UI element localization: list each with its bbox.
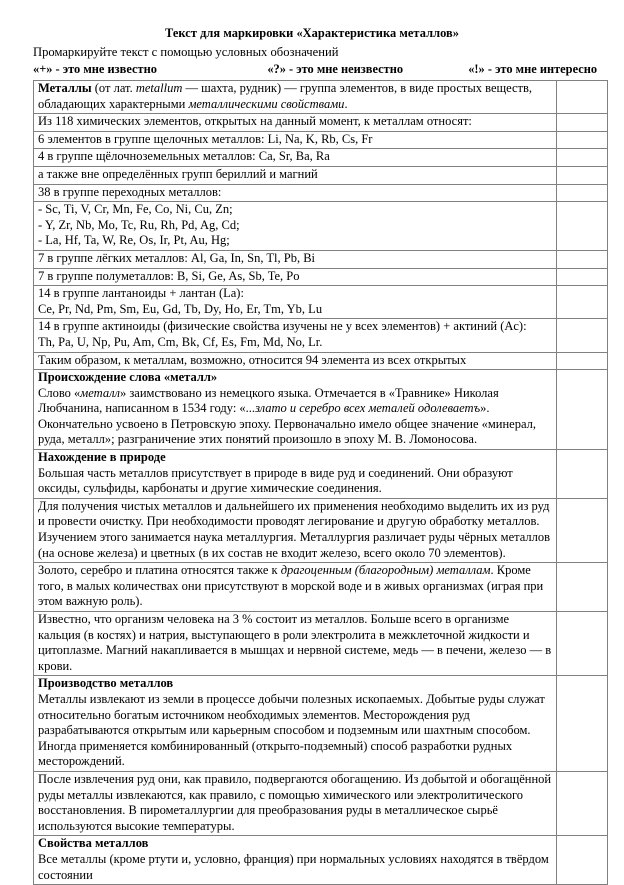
text-segment: металлическими свойствами [188, 96, 345, 111]
legend-item-interesting: «!» - это мне интересно [468, 62, 598, 76]
text-segment: 7 в группе лёгких металлов: Al, Ga, In, Sn, Tl, Pb, Bi [38, 250, 316, 265]
marking-cell[interactable] [557, 166, 608, 184]
marking-cell[interactable] [557, 319, 608, 352]
marking-table-body [34, 81, 608, 885]
text-segment: После извлечения руд они, как правило, подвергаются обогащению. Из добытой и обогащённой руды металлы извлекаются, как правило, с помощью химического или электролитического восстановления. В пирометаллургии для преобразования руды в металлическое сырьё используются высокие температуры. [38, 771, 552, 833]
text-segment: 14 в группе лантаноиды + лантан (La): [38, 286, 244, 301]
marking-cell[interactable] [557, 114, 608, 132]
text-segment: - Y, Zr, Nb, Mo, Tc, Ru, Rh, Pd, Ag, Cd; [38, 217, 240, 232]
text-segment: Золото, серебро и платина относятся также к [38, 563, 281, 578]
legend-item-known: «+» - это мне известно [33, 62, 157, 76]
cell-paragraph [38, 202, 553, 249]
row-semimetals [34, 268, 557, 286]
text-segment: Известно, что организм человека на 3 % состоит из металлов. Больше всего в организме кальция (в костях) и натрия, выступающего в роли электролита в межклеточной жидкости и цитоплазме. Магний накапливается в мышцах и нервной системе, медь — в печени, железо — в крови. [38, 612, 552, 673]
text-segment: Металлы извлекают из земли в процессе добычи полезных ископаемых. Добытые руды служат относительно богатым источником необходимых элементов. Месторождения руд разрабатываются открытым или карьерным способом и подземным или шахтным способом. Иногда применяется комбинированный (открыто-подземный) способ разработки рудных месторождений. [38, 691, 545, 769]
marking-cell[interactable] [557, 836, 608, 885]
table-row [34, 771, 608, 835]
table-row [34, 319, 608, 352]
cell-paragraph [38, 353, 553, 369]
cell-paragraph [38, 370, 553, 448]
marking-cell[interactable] [557, 149, 608, 167]
text-segment: . [344, 96, 348, 111]
text-segment: Большая часть металлов присутствует в природе в виде руд и соединений. Они образуют оксиды, сульфиды, карбонаты и другие химические соединения. [38, 465, 513, 496]
text-segment: » заимствовано из немецкого языка. Отмечается в «Травнике» Николая Любчанина, написанном в 1534 году: «... [38, 385, 499, 416]
marking-cell[interactable] [557, 202, 608, 251]
row-enrichment [34, 771, 557, 835]
legend-item-unknown: «?» - это мне неизвестно [267, 62, 404, 76]
cell-paragraph [38, 676, 553, 770]
page-title: Текст для маркировки «Характеристика металлов» [165, 26, 459, 40]
table-row [34, 612, 608, 676]
cell-paragraph [38, 286, 553, 317]
row-noble-metals [34, 563, 557, 612]
text-segment: — шахта, рудник) — группа элементов, в виде простых веществ, обладающих характерными [38, 81, 533, 111]
table-row [34, 268, 608, 286]
marking-cell[interactable] [557, 286, 608, 319]
cell-paragraph [38, 836, 553, 883]
row-conclusion-94 [34, 352, 557, 370]
table-row [34, 81, 608, 114]
row-word-origin [34, 370, 557, 450]
marking-cell[interactable] [557, 676, 608, 772]
cell-paragraph [38, 114, 553, 130]
marking-cell[interactable] [557, 184, 608, 202]
table-row [34, 352, 608, 370]
row-metallurgy [34, 498, 557, 562]
table-row [34, 114, 608, 132]
instruction-text: Промаркируйте текст с помощью условных обозначений [33, 45, 339, 59]
text-segment: Ce, Pr, Nd, Pm, Sm, Eu, Gd, Tb, Dy, Ho, Er, Tm, Yb, Lu [38, 301, 323, 316]
row-nature-occurrence [34, 450, 557, 499]
cell-paragraph [38, 132, 553, 148]
text-segment: 38 в группе переходных металлов: [38, 184, 222, 199]
marking-cell[interactable] [557, 563, 608, 612]
table-row [34, 184, 608, 202]
cell-paragraph [38, 269, 553, 285]
marking-cell[interactable] [557, 352, 608, 370]
text-segment: 7 в группе полуметаллов: B, Si, Ge, As, Sb, Te, Po [38, 268, 300, 283]
text-segment: Для получения чистых металлов и дальнейшего их применения необходимо выделить их из руд и провести очистку. При необходимости проводят легирование и другую обработку металлов. Изучением этого занимается наука металлургия. Металлургия различает руды чёрных металлов (на основе железа) и цветных (в их состав не входит железо, всего около 70 элементов). [38, 498, 551, 560]
marking-cell[interactable] [557, 131, 608, 149]
text-segment: 4 в группе щёлочноземельных металлов: Ca, Sr, Ba, Ra [38, 149, 330, 164]
text-segment: металл [80, 385, 120, 400]
section-heading: Производство металлов [38, 676, 174, 691]
row-lanthanides [34, 286, 557, 319]
section-heading: Свойства металлов [38, 836, 149, 851]
table-row [34, 676, 608, 772]
text-segment: Все металлы (кроме ртути и, условно, франция) при нормальных условиях находятся в твёрдом состоянии [38, 851, 549, 882]
marking-legend [33, 61, 598, 77]
table-row [34, 250, 608, 268]
section-heading: Нахождение в природе [38, 450, 166, 465]
cell-paragraph [38, 149, 553, 165]
section-heading: Происхождение слова «металл» [38, 370, 218, 385]
text-segment: 14 в группе актиноиды (физические свойства изучены не у всех элементов) + актиний (Ac): [38, 319, 527, 334]
row-production [34, 676, 557, 772]
cell-paragraph [38, 450, 553, 497]
table-row [34, 286, 608, 319]
cell-paragraph [38, 319, 553, 350]
table-row [34, 149, 608, 167]
table-row [34, 498, 608, 562]
text-segment: злато и серебро всех металей одолеваетъ [255, 401, 481, 416]
text-segment: - La, Hf, Ta, W, Re, Os, Ir, Pt, Au, Hg; [38, 233, 230, 248]
text-segment: 6 элементов в группе щелочных металлов: Li, Na, K, Rb, Cs, Fr [38, 131, 373, 146]
marking-cell[interactable] [557, 612, 608, 676]
table-row [34, 450, 608, 499]
marking-cell[interactable] [557, 268, 608, 286]
text-segment: Th, Pa, U, Np, Pu, Am, Cm, Bk, Cf, Es, Fm, Md, No, Lr. [38, 334, 323, 349]
text-segment: Металлы [38, 81, 92, 95]
text-segment: драгоценным (благородным) металлам [280, 563, 491, 578]
marking-cell[interactable] [557, 450, 608, 499]
table-row [34, 166, 608, 184]
row-beryllium-magnesium [34, 166, 557, 184]
cell-paragraph [38, 81, 553, 112]
cell-paragraph [38, 251, 553, 267]
text-segment: ». Окончательно усвоено в Петровскую эпоху. Первоначально имело общее значение «минерал, руда, металл»; разграничение этих понятий произошло в эпоху М. В. Ломоносова. [38, 401, 536, 447]
cell-paragraph [38, 772, 553, 834]
row-human-body [34, 612, 557, 676]
marking-cell[interactable] [557, 81, 608, 114]
marking-cell[interactable] [557, 771, 608, 835]
text-segment: а также вне определённых групп бериллий и магний [38, 166, 318, 181]
text-segment: - Sc, Ti, V, Cr, Mn, Fe, Co, Ni, Cu, Zn; [38, 202, 233, 217]
cell-paragraph [38, 563, 553, 610]
table-row [34, 370, 608, 450]
row-alkaline-earth [34, 149, 557, 167]
row-alkali [34, 131, 557, 149]
marking-table [33, 80, 608, 885]
table-row [34, 131, 608, 149]
row-transition-title [34, 184, 557, 202]
text-segment: (от лат. [91, 81, 136, 95]
text-segment: Таким образом, к металлам, возможно, относится 94 элемента из всех открытых [38, 352, 467, 367]
cell-paragraph [38, 499, 553, 561]
text-segment: metallum [135, 81, 183, 95]
marking-cell[interactable] [557, 498, 608, 562]
cell-paragraph [38, 167, 553, 183]
row-light-metals [34, 250, 557, 268]
row-transition-list [34, 202, 557, 251]
cell-paragraph [38, 185, 553, 201]
table-row [34, 202, 608, 251]
text-segment: . Кроме того, в малых количествах они присутствуют в морской воде и в живых организмах (играя при этом важную роль). [38, 563, 544, 609]
row-actinides [34, 319, 557, 352]
row-definition [34, 81, 557, 114]
table-row [34, 563, 608, 612]
table-row [34, 836, 608, 885]
row-properties [34, 836, 557, 885]
marking-cell[interactable] [557, 250, 608, 268]
text-segment: Слово « [38, 385, 81, 400]
row-118-elements [34, 114, 557, 132]
text-segment: Из 118 химических элементов, открытых на данный момент, к металлам относят: [38, 114, 472, 129]
cell-paragraph [38, 612, 553, 674]
marking-cell[interactable] [557, 370, 608, 450]
